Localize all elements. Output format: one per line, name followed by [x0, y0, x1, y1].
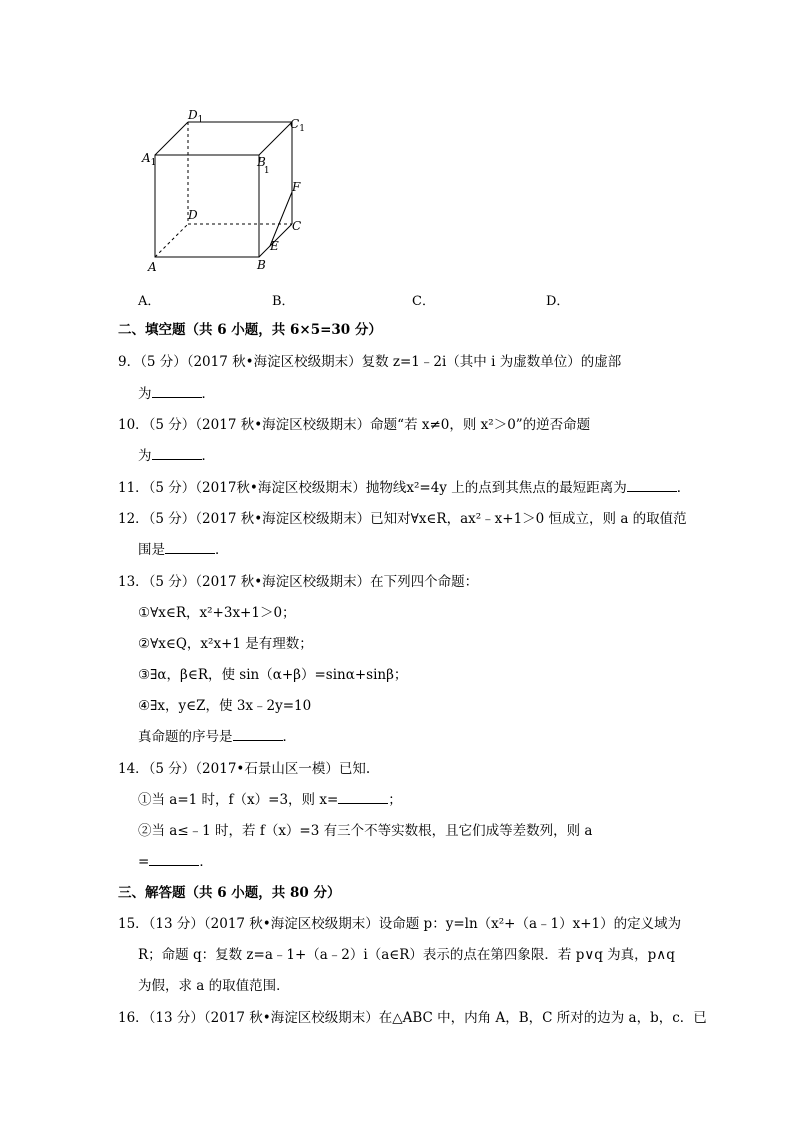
- q13-prop4: ④∃x，y∈Z，使 3x﹣2y=10: [138, 698, 312, 714]
- answer-blank[interactable]: [152, 447, 202, 460]
- answer-blank[interactable]: [233, 728, 283, 741]
- answer-blank[interactable]: [338, 791, 388, 804]
- q14-line1: 14．（5 分）（2017•石景山区一模）已知.: [118, 761, 371, 777]
- cube-figure: [130, 100, 330, 280]
- q16-line1: 16．（13 分）（2017 秋•海淀区校级期末）在△ABC 中，内角 A，B，C 所对的边为 a，b，c．已: [118, 1010, 707, 1026]
- section-3-heading: 三、解答题（共 6 小题，共 80 分）: [118, 885, 341, 901]
- segment-e-f: [270, 192, 292, 246]
- label-f: F: [292, 180, 301, 194]
- q10-line2: 为 ．: [138, 448, 215, 464]
- q13-line1: 13．（5 分）（2017 秋•海淀区校级期末）在下列四个命题：: [118, 574, 479, 590]
- q13-prop3: ③∃α，β∈R，使 sin（α+β）=sinα+sinβ；: [138, 667, 408, 683]
- label-b1: B 1: [257, 155, 270, 176]
- option-d: D．: [546, 294, 570, 309]
- answer-blank[interactable]: [627, 479, 677, 492]
- label-c: C: [292, 219, 302, 233]
- q9-line1: 9．（5 分）（2017 秋•海淀区校级期末）复数 z=1﹣2i（其中 i 为虚数单位）的虚部: [118, 354, 622, 370]
- q14-part2: ②当 a≤﹣1 时，若 f（x）=3 有三个不等实数根，且它们成等差数列，则 a: [138, 823, 593, 839]
- q10-line1: 10．（5 分）（2017 秋•海淀区校级期末）命题“若 x≠0，则 x²＞0”的逆否命题: [118, 417, 591, 433]
- q15-line3: 为假，求 a 的取值范围．: [138, 978, 290, 994]
- q11-line1: 11．（5 分）（2017秋•海淀区校级期末）抛物线x²=4y 上的点到其焦点的最短距离为 ．: [118, 480, 691, 496]
- edge-b1-c1: [259, 122, 292, 155]
- section-2-heading: 二、填空题（共 6 小题，共 6×5=30 分）: [118, 322, 382, 338]
- label-a: A: [148, 260, 157, 274]
- answer-blank[interactable]: [165, 541, 215, 554]
- label-b: B: [257, 258, 266, 272]
- label-d: D: [188, 208, 198, 222]
- answer-blank[interactable]: [152, 385, 202, 398]
- label-e: E: [270, 239, 279, 253]
- q14-part1: ①当 a=1 时，f（x）=3，则 x= ；: [138, 792, 402, 808]
- q12-line1: 12．（5 分）（2017 秋•海淀区校级期末）已知对∀x∈R，ax²﹣x+1＞0 恒成立，则 a 的取值范: [118, 511, 687, 527]
- label-d1: $D_1$: [188, 108, 204, 125]
- edge-a1-d1: [155, 122, 188, 155]
- q13-answer: 真命题的序号是 ．: [138, 729, 296, 745]
- option-c: C．: [412, 294, 435, 309]
- q15-line2: R；命题 q：复数 z=a﹣1+（a﹣2）i（a∈R）表示的点在第四象限．若 p∨q 为真，p∧q: [138, 947, 675, 963]
- q13-prop2: ②∀x∈Q，x²x+1 是有理数；: [138, 636, 313, 652]
- q15-line1: 15．（13 分）（2017 秋•海淀区校级期末）设命题 p：y=ln（x²+（a﹣1）x+1）的定义域为: [118, 916, 682, 932]
- label-a1: $A_1$: [142, 151, 157, 168]
- option-a: A．: [138, 294, 161, 309]
- q9-line2: 为 ．: [138, 386, 215, 402]
- answer-options: [0, 290, 794, 310]
- option-b: B．: [272, 294, 295, 309]
- q14-part2-answer: = ．: [138, 854, 213, 870]
- edge-a-d-hidden: [155, 224, 188, 257]
- q12-line2: 围是 ．: [138, 542, 229, 558]
- label-c1: $C_1$: [290, 117, 305, 134]
- front-face: [155, 155, 259, 257]
- answer-blank[interactable]: [149, 853, 199, 866]
- q13-prop1: ①∀x∈R，x²+3x+1＞0；: [138, 605, 296, 621]
